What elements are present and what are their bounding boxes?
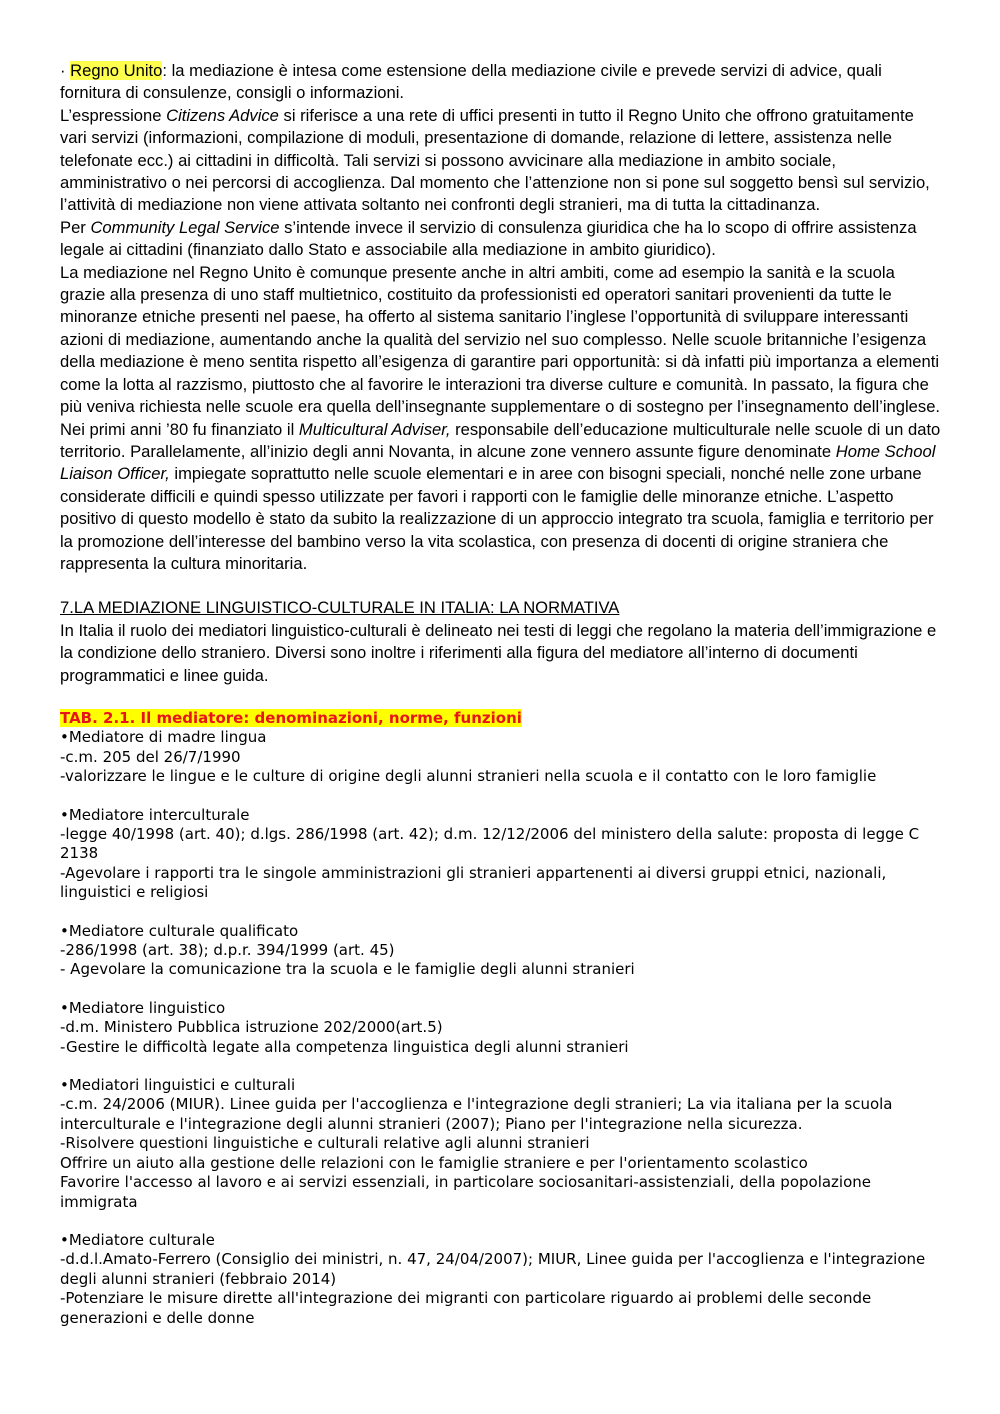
- document-page: [60, 60, 942, 1328]
- table-entry: [60, 1231, 942, 1328]
- table-entry: [60, 922, 942, 980]
- entry-extra-function: Offrire un aiuto alla gestione delle relazioni con le famiglie straniere e per l'orientamento scolastico: [60, 1153, 808, 1172]
- text: si riferisce a una rete di uffici presenti in tutto il Regno Unito che offrono gratuitamente vari servizi (informazioni, compilazione di moduli, presentazione di domande, relazione di lettere, assistenza nelle telefonate ecc.) ai cittadini in difficoltà. Tali servizi si possono avvicinare alla mediazione in ambito sociale, amministrativo o nei percorsi di accoglienza. Dal momento che l’attenzione non si pone sul soggetto bensì sul servizio, l’attività di mediazione non viene attivata soltanto nei confronti degli stranieri, ma di tutta la cittadinanza.: [60, 105, 930, 215]
- term-citizens-advice: Citizens Advice: [166, 105, 279, 125]
- entry-extra-function: Favorire l'accesso al lavoro e ai servizi essenziali, in particolare sociosanitari-assistenziali, della popolazione immigrata: [60, 1173, 872, 1211]
- highlighted-country: Regno Unito: [70, 61, 163, 80]
- entry-norms: -c.m. 205 del 26/7/1990: [60, 747, 241, 766]
- entry-name: •Mediatori linguistici e culturali: [60, 1076, 296, 1095]
- mediator-table: [60, 709, 942, 1328]
- entry-functions: -valorizzare le lingue e le culture di origine degli alunni stranieri nella scuola e il contatto con le loro famiglie: [60, 767, 877, 786]
- community-legal-paragraph: [60, 217, 942, 262]
- table-entry: [60, 806, 942, 903]
- table-entry: [60, 999, 942, 1057]
- term-multicultural-adviser: Multicultural Adviser,: [298, 419, 451, 439]
- bullet: ·: [60, 61, 71, 80]
- table-entry: [60, 1076, 942, 1212]
- text: impiegate soprattutto nelle scuole elementari e in aree con bisogni speciali, nonché nelle zone urbane considerate difficili e quindi spesso utilizzate per favori i rapporti con le famiglie delle minoranze etniche. L’aspetto positivo di questo modello è stato da subito la realizzazione di un approccio integrato tra scuola, famiglia e territorio per la promozione dell’interesse del bambino verso la vita scolastica, con presenza di docenti di origine straniera che rappresenta la cultura minoritaria.: [60, 464, 934, 573]
- entry-functions: -Risolvere questioni linguistiche e culturali relative agli alunni stranieri: [60, 1134, 590, 1153]
- section-body: In Italia il ruolo dei mediatori linguistico-culturali è delineato nei testi di leggi che regolano la materia dell’immigrazione e la condizione dello straniero. Diversi sono inoltre i riferimenti alla figura del mediatore all’interno di documenti programmatici e linee guida.: [60, 620, 937, 685]
- entry-functions: -Agevolare i rapporti tra le singole amministrazioni gli stranieri appartenenti ai diversi gruppi etnici, nazionali, linguistici e religiosi: [60, 863, 887, 902]
- entry-norms: -d.d.l.Amato-Ferrero (Consiglio dei ministri, n. 47, 24/04/2007); MIUR, Linee guida per l'accoglienza e l'integrazione degli alunni stranieri (febbraio 2014): [60, 1250, 926, 1288]
- section-heading: 7.LA MEDIAZIONE LINGUISTICO-CULTURALE IN ITALIA: LA NORMATIVA: [60, 598, 620, 618]
- uk-intro-paragraph: [60, 60, 942, 105]
- entry-functions: -Potenziare le misure dirette all'integrazione dei migranti con particolare riguardo ai problemi delle seconde generazioni e delle donne: [60, 1289, 872, 1327]
- uk-mediation-paragraph: [60, 262, 942, 576]
- entry-norms: -d.m. Ministero Pubblica istruzione 202/2000(art.5): [60, 1018, 443, 1037]
- entry-norms: -c.m. 24/2006 (MIUR). Linee guida per l'accoglienza e l'integrazione degli stranieri; La via italiana per la scuola interculturale e l'integrazione degli alunni stranieri (2007); Piano per l'integrazione nella sicurezza.: [60, 1095, 893, 1133]
- text: La mediazione nel Regno Unito è comunque presente anche in altri ambiti, come ad esempio la sanità e la scuola grazie alla presenza di uno staff multietnico, costituito da professionisti ed operatori sanitari provenienti da tutte le minoranze etniche presenti nel paese, ha offerto al sistema sanitario l’inglese l’opportunità di sviluppare interessanti azioni di mediazione, aumentando anche la qualità del servizio nel suo complesso. Nelle scuole britanniche l’esigenza della mediazione è meno sentita rispetto all’esigenza di garantire pari opportunità: si dà infatti più importanza a elementi come la lotta al razzismo, piuttosto che al favorire le interazioni tra diverse culture e comunità. In passato, la figura che più veniva richiesta nelle scuole era quella dell’insegnante supplementare o di sostegno per l’insegnamento dell’inglese. Nei primi anni ’80 fu finanziato il: [60, 262, 941, 439]
- table-title: TAB. 2.1. Il mediatore: denominazioni, norme, funzioni: [60, 708, 522, 727]
- text: responsabile dell’educazione multiculturale nelle scuole di un dato territorio. Parallelamente, all’inizio degli anni Novanta, in alcune zone vennero assunte figure denominate: [60, 419, 941, 461]
- entry-name: •Mediatore culturale: [60, 1230, 215, 1249]
- entry-norms: -legge 40/1998 (art. 40); d.lgs. 286/1998 (art. 42); d.m. 12/12/2006 del ministero della salute: proposta di legge C 2138: [60, 825, 920, 863]
- entry-name: •Mediatore linguistico: [60, 998, 226, 1017]
- table-entry: [60, 728, 942, 786]
- uk-intro-text: : la mediazione è intesa come estensione della mediazione civile e prevede servizi di advice, quali fornitura di consulenze, consigli o informazioni.: [60, 61, 882, 103]
- entry-functions: - Agevolare la comunicazione tra la scuola e le famiglie degli alunni stranieri: [60, 960, 635, 979]
- entry-functions: -Gestire le difficoltà legate alla competenza linguistica degli alunni stranieri: [60, 1037, 629, 1056]
- table-title-line: [60, 709, 942, 728]
- term-community-legal-service: Community Legal Service: [90, 217, 280, 237]
- citizens-advice-paragraph: [60, 105, 942, 217]
- text: s’intende invece il servizio di consulenza giuridica che ha lo scopo di offrire assistenza legale ai cittadini (finanziato dallo Stato e associabile alla mediazione in ambito giuridico).: [60, 217, 917, 260]
- text: Per: [60, 217, 91, 237]
- term-home-school-liaison: Home School Liaison Officer,: [60, 441, 936, 484]
- entry-name: •Mediatore culturale qualificato: [60, 921, 299, 940]
- entry-name: •Mediatore di madre lingua: [60, 728, 267, 747]
- uk-section: [60, 60, 942, 687]
- entry-norms: -286/1998 (art. 38); d.p.r. 394/1999 (art. 45): [60, 941, 395, 960]
- text: L’espressione: [60, 105, 167, 125]
- entry-name: •Mediatore interculturale: [60, 805, 250, 824]
